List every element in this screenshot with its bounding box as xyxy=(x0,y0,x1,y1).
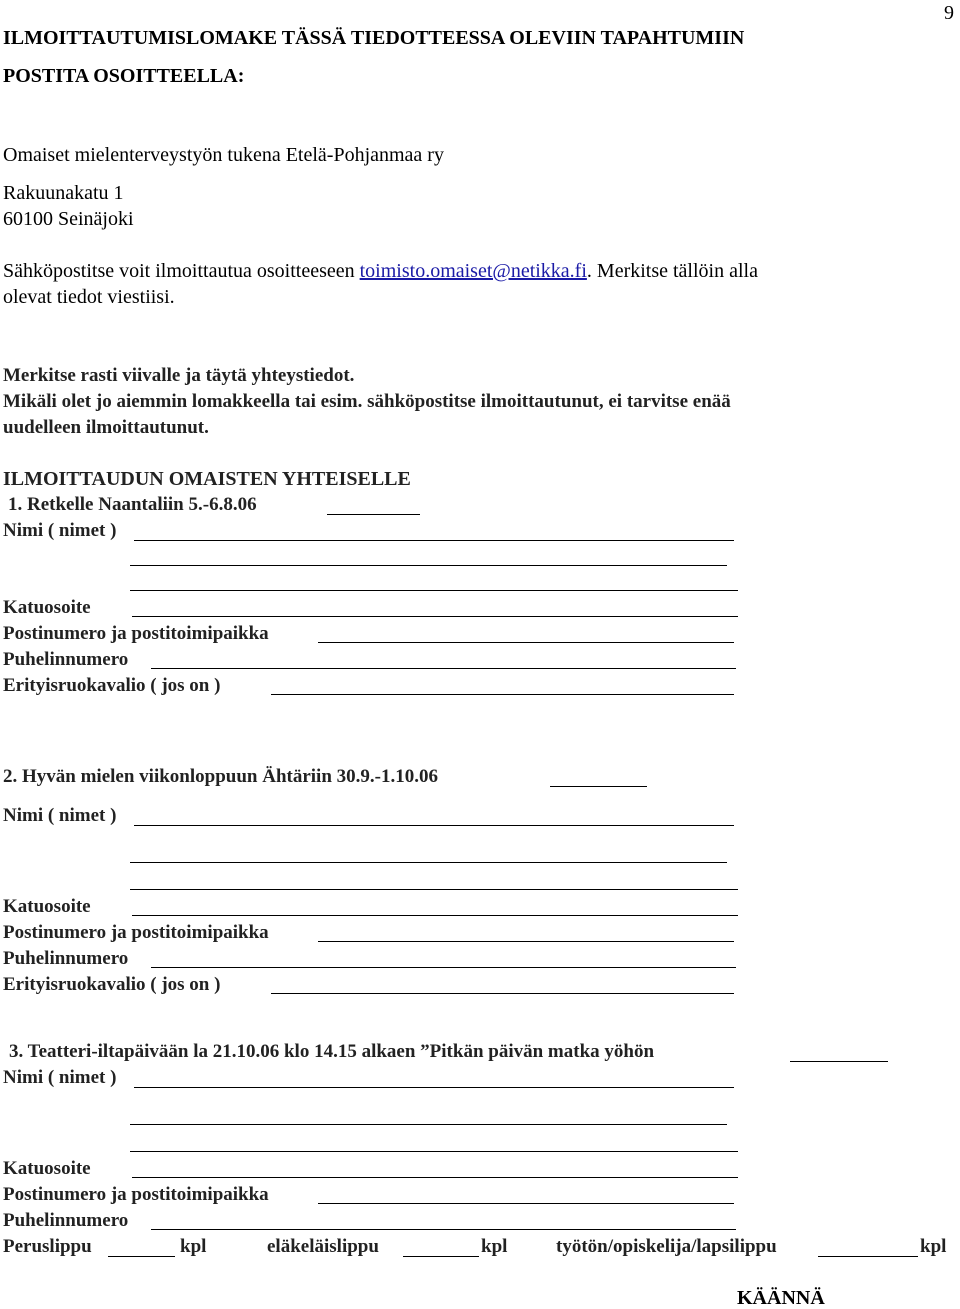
event2-diet-line[interactable] xyxy=(271,993,734,994)
event3-name-label: Nimi ( nimet ) xyxy=(3,1067,117,1088)
event1-name-label: Nimi ( nimet ) xyxy=(3,520,117,541)
event2-street-line[interactable] xyxy=(132,915,738,916)
event1-postal-label: Postinumero ja postitoimipaikka xyxy=(3,623,269,644)
event1-checkmark-line[interactable] xyxy=(327,514,420,515)
event2-street-label: Katuosoite xyxy=(3,896,91,917)
ticket-regular-count-line[interactable] xyxy=(108,1256,175,1257)
event3-checkmark-line[interactable] xyxy=(790,1061,888,1062)
event2-checkmark-line[interactable] xyxy=(550,786,647,787)
email-note-suffix: . Merkitse tällöin alla xyxy=(586,260,758,282)
ticket-reduced-unit: kpl xyxy=(920,1236,947,1257)
event3-postal-line[interactable] xyxy=(318,1203,734,1204)
event3-name-line-2[interactable] xyxy=(130,1124,727,1125)
event1-name-line-2[interactable] xyxy=(130,565,727,566)
instruction-line2: Mikäli olet jo aiemmin lomakkeella tai esim. sähköpostitse ilmoittautunut, ei tarvitse enää xyxy=(3,391,731,412)
event1-phone-line[interactable] xyxy=(151,668,736,669)
event2-phone-label: Puhelinnumero xyxy=(3,948,129,969)
event1-name-line-3[interactable] xyxy=(130,590,738,591)
event2-name-line-1[interactable] xyxy=(134,825,734,826)
event3-postal-label: Postinumero ja postitoimipaikka xyxy=(3,1184,269,1205)
instruction-line1: Merkitse rasti viivalle ja täytä yhteystiedot. xyxy=(3,365,355,386)
event2-phone-line[interactable] xyxy=(151,967,736,968)
email-link[interactable]: toimisto.omaiset@netikka.fi xyxy=(359,260,587,282)
ticket-pensioner-count-line[interactable] xyxy=(403,1256,479,1257)
instruction-line3: uudelleen ilmoittautunut. xyxy=(3,417,209,438)
event2-name-line-2[interactable] xyxy=(130,862,727,863)
address-city: 60100 Seinäjoki xyxy=(3,208,134,230)
ticket-regular-label: Peruslippu xyxy=(3,1236,92,1257)
ticket-pensioner-label: eläkeläislippu xyxy=(267,1236,379,1257)
event2-diet-label: Erityisruokavalio ( jos on ) xyxy=(3,974,221,995)
turn-page-note: KÄÄNNÄ xyxy=(737,1287,825,1309)
event2-name-line-3[interactable] xyxy=(130,889,738,890)
event3-phone-line[interactable] xyxy=(151,1229,736,1230)
mail-to-heading: POSTITA OSOITTEELLA: xyxy=(3,65,245,87)
ticket-reduced-label: työtön/opiskelija/lapsilippu xyxy=(556,1236,777,1257)
event1-label: 1. Retkelle Naantaliin 5.-6.8.06 xyxy=(8,494,257,515)
page-number: 9 xyxy=(944,2,954,24)
email-note-prefix: Sähköpostitse voit ilmoittautua osoitteeseen xyxy=(3,260,355,282)
event1-phone-label: Puhelinnumero xyxy=(3,649,129,670)
registration-heading: ILMOITTAUDUN OMAISTEN YHTEISELLE xyxy=(3,468,411,490)
ticket-regular-unit: kpl xyxy=(180,1236,207,1257)
ticket-reduced-count-line[interactable] xyxy=(818,1256,918,1257)
event3-street-line[interactable] xyxy=(132,1177,738,1178)
event3-label: 3. Teatteri-iltapäivään la 21.10.06 klo 14.15 alkaen ”Pitkän päivän matka yöhön xyxy=(9,1041,655,1062)
event3-phone-label: Puhelinnumero xyxy=(3,1210,129,1231)
event2-postal-label: Postinumero ja postitoimipaikka xyxy=(3,922,269,943)
email-note-line2: olevat tiedot viestiisi. xyxy=(3,286,175,308)
event2-label: 2. Hyvän mielen viikonloppuun Ähtäriin 30.9.-1.10.06 xyxy=(3,766,438,787)
event1-name-line-1[interactable] xyxy=(134,540,734,541)
event3-name-line-1[interactable] xyxy=(134,1087,734,1088)
event3-name-line-3[interactable] xyxy=(130,1151,738,1152)
event1-diet-line[interactable] xyxy=(271,694,734,695)
event1-street-label: Katuosoite xyxy=(3,597,91,618)
ticket-pensioner-unit: kpl xyxy=(481,1236,508,1257)
event1-diet-label: Erityisruokavalio ( jos on ) xyxy=(3,675,221,696)
event1-street-line[interactable] xyxy=(132,616,738,617)
event2-name-label: Nimi ( nimet ) xyxy=(3,805,117,826)
form-title: ILMOITTAUTUMISLOMAKE TÄSSÄ TIEDOTTEESSA OLEVIIN TAPAHTUMIIN xyxy=(3,27,745,49)
event1-postal-line[interactable] xyxy=(318,642,734,643)
event3-street-label: Katuosoite xyxy=(3,1158,91,1179)
email-note-line1 xyxy=(3,261,758,281)
address-organization: Omaiset mielenterveystyön tukena Etelä-Pohjanmaa ry xyxy=(3,144,444,166)
address-street: Rakuunakatu 1 xyxy=(3,182,124,204)
event2-postal-line[interactable] xyxy=(318,941,734,942)
